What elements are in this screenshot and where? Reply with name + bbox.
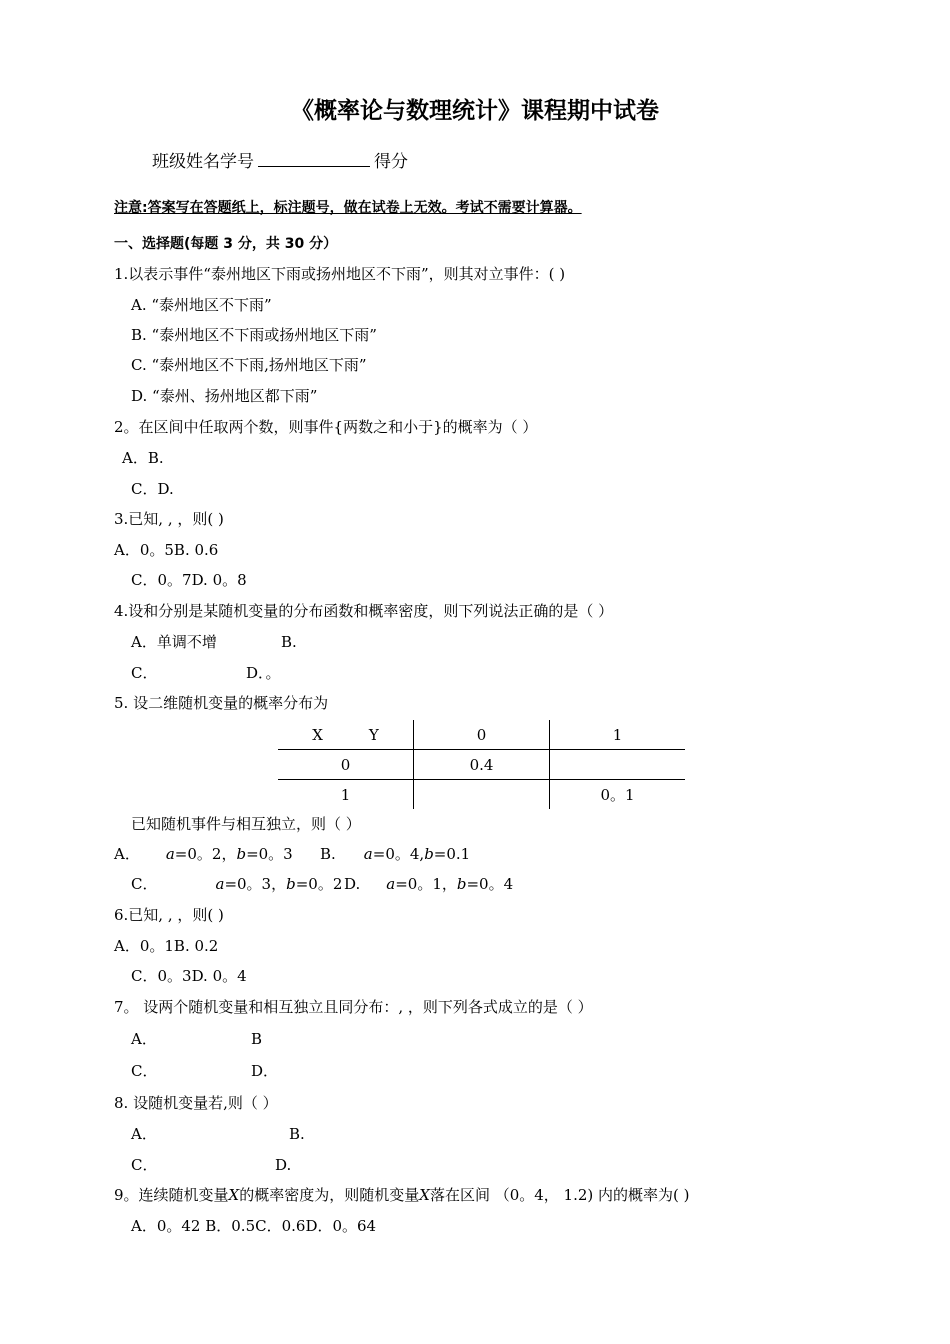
question-1-option-a: A. “泰州地区不下雨”	[131, 296, 272, 314]
question-4-stem: 4.设和分别是某随机变量的分布函数和概率密度，则下列说法正确的是（ ）	[114, 602, 614, 620]
question-6-stem: 6.已知, , ，则( )	[114, 906, 224, 924]
question-2-options-cd: C．D.	[131, 480, 174, 498]
table-cell-0-0: 0.4	[414, 750, 550, 780]
question-1-option-b: B. “泰州地区不下雨或扬州地区下雨”	[131, 326, 377, 344]
question-8-option-c: C．	[131, 1156, 158, 1174]
question-3-stem: 3.已知, , ，则( )	[114, 510, 224, 528]
table-corner-cell	[278, 720, 414, 750]
question-6-options-ab: A．0。1B. 0.2	[114, 937, 219, 955]
question-1-stem: 1.以表示事件“泰州地区下雨或扬州地区不下雨”，则其对立事件：( )	[114, 265, 566, 283]
question-8-option-b: B.	[289, 1125, 305, 1143]
question-1-option-c: C. “泰州地区不下雨,扬州地区下雨”	[131, 356, 367, 374]
section-heading: 一、选择题(每题 3 分，共 30 分）	[114, 236, 338, 252]
question-5-stem: 5. 设二维随机变量的概率分布为	[114, 694, 329, 712]
question-7-option-c: C．	[131, 1062, 158, 1080]
info-suffix: 得分	[374, 152, 408, 172]
student-number-blank	[258, 150, 370, 167]
table-cell-1-1: 0。1	[600, 786, 635, 804]
question-5-option-b: B. a=0。4,b=0.1	[320, 845, 471, 863]
question-7-stem: 7。 设两个随机变量和相互独立且同分布：, ，则下列各式成立的是（ ）	[114, 998, 593, 1016]
table-col-header-1: 1	[550, 720, 686, 750]
question-4-option-c: C．	[131, 664, 158, 682]
table-cell-1-0	[414, 780, 550, 810]
joint-distribution-table	[278, 720, 685, 809]
question-7-option-d: D．	[251, 1062, 279, 1080]
question-5-condition: 已知随机事件与相互独立，则（ ）	[131, 815, 361, 833]
question-7-option-a: A．	[131, 1030, 157, 1048]
question-9-stem: 9。连续随机变量X的概率密度为，则随机变量X落在区间 （0。4， 1.2) 内的概率为( )	[114, 1186, 690, 1204]
question-8-option-a: A．	[131, 1125, 157, 1143]
question-3-options-ab: A．0。5B. 0.6	[114, 541, 219, 559]
question-4-option-d: D．。	[246, 664, 281, 682]
question-4-option-b: B.	[281, 633, 297, 651]
question-2-stem: 2。在区间中任取两个数，则事件{两数之和小于}的概率为（ ）	[114, 418, 538, 436]
table-corner-x: X	[312, 725, 323, 744]
table-corner-y: Y	[368, 725, 379, 744]
question-8-option-d: D.	[275, 1156, 292, 1174]
table-col-header-0: 0	[414, 720, 550, 750]
question-5-option-a: A． a=0。2，b=0。3	[114, 845, 293, 863]
question-5-option-c: C． a=0。3，b=0。2	[131, 875, 343, 893]
table-row-header-0: 0	[278, 750, 414, 780]
question-8-stem: 8. 设随机变量若,则（ ）	[114, 1094, 278, 1112]
student-info-line	[152, 150, 408, 172]
exam-notice: 注意:答案写在答题纸上，标注题号，做在试卷上无效。考试不需要计算器。	[114, 200, 582, 216]
question-4-option-a: A．单调不增	[131, 633, 217, 651]
question-5-option-d: D. a=0。1，b=0。4	[344, 875, 514, 893]
question-1-option-d: D. “泰州、扬州地区都下雨”	[131, 387, 318, 405]
info-prefix: 班级姓名学号	[152, 152, 254, 172]
table-row-header-1: 1	[278, 780, 414, 810]
question-2-options-ab: A．B.	[122, 449, 164, 467]
question-7-option-b: B	[251, 1030, 263, 1048]
question-9-options: A．0。42 B．0.5C．0.6D．0。64	[131, 1217, 377, 1235]
question-6-options-cd: C．0。3D. 0。4	[131, 967, 247, 985]
page-title: 《概率论与数理统计》课程期中试卷	[291, 98, 659, 124]
table-cell-0-1	[550, 750, 686, 780]
question-3-options-cd: C．0。7D. 0。8	[131, 571, 247, 589]
